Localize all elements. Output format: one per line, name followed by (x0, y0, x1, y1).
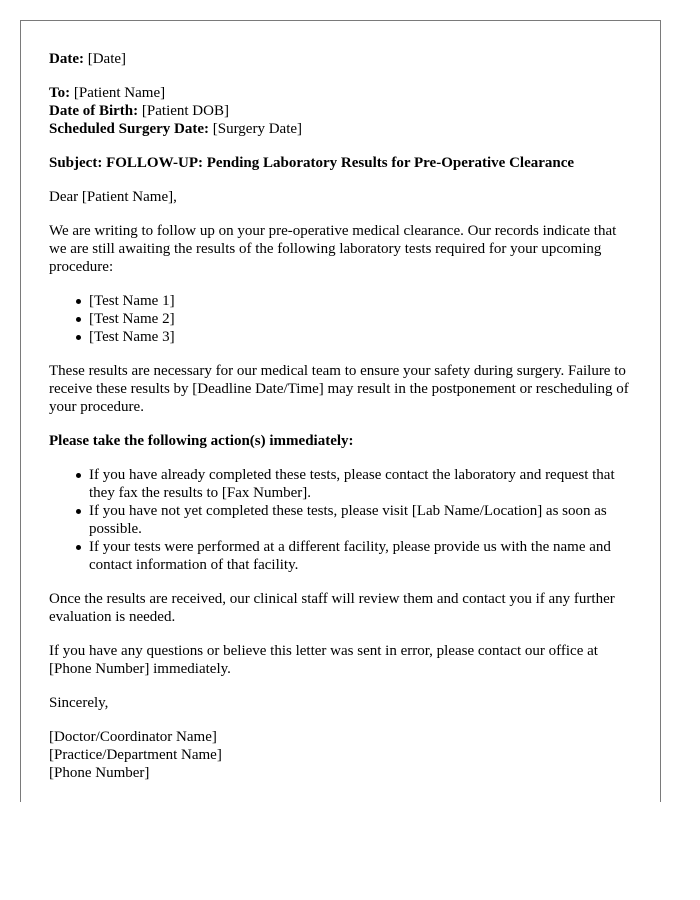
letter-page (20, 20, 661, 802)
to-line (49, 84, 632, 102)
dob-label: Date of Birth: (49, 103, 139, 119)
action-list (49, 466, 632, 574)
test-item: [Test Name 3] (89, 328, 632, 346)
test-item: [Test Name 1] (89, 292, 632, 310)
surgery-date-value: [Surgery Date] (212, 121, 303, 137)
intro-paragraph: We are writing to follow up on your pre-operative medical clearance. Our records indicate that we are still awaiting the results of the following laboratory tests required for your upcoming procedure: (49, 223, 617, 275)
necessity-paragraph: These results are necessary for our medical team to ensure your safety during surgery. Failure to receive these results by [Deadline Date/Time] may result in the postponement or rescheduling of your procedure. (49, 363, 629, 415)
signature-department: [Practice/Department Name] (49, 747, 222, 763)
test-item: [Test Name 2] (89, 310, 632, 328)
signature-block (49, 728, 632, 782)
surgery-date-label: Scheduled Surgery Date: (49, 121, 209, 137)
date-label: Date: (49, 51, 84, 67)
action-item: If you have not yet completed these tests, please visit [Lab Name/Location] as soon as possible. (89, 502, 632, 538)
questions-paragraph: If you have any questions or believe this letter was sent in error, please contact our office at [Phone Number] immediately. (49, 643, 598, 677)
closing: Sincerely, (49, 695, 109, 711)
action-item: If your tests were performed at a different facility, please provide us with the name and contact information of that facility. (89, 538, 632, 574)
dob-value: [Patient DOB] (141, 103, 229, 119)
date-line (49, 50, 632, 68)
surgery-date-line (49, 120, 632, 138)
to-value: [Patient Name] (73, 85, 166, 101)
action-heading: Please take the following action(s) immediately: (49, 433, 354, 449)
dob-line (49, 102, 632, 120)
action-item: If you have already completed these tests, please contact the laboratory and request that they fax the results to [Fax Number]. (89, 466, 632, 502)
signature-name: [Doctor/Coordinator Name] (49, 729, 217, 745)
date-value: [Date] (87, 51, 127, 67)
to-label: To: (49, 85, 71, 101)
greeting: Dear [Patient Name], (49, 189, 177, 205)
review-paragraph: Once the results are received, our clinical staff will review them and contact you if any further evaluation is needed. (49, 591, 615, 625)
signature-phone: [Phone Number] (49, 765, 150, 781)
test-list (49, 292, 632, 346)
recipient-block (49, 84, 632, 138)
subject-line: Subject: FOLLOW-UP: Pending Laboratory Results for Pre-Operative Clearance (49, 155, 575, 171)
